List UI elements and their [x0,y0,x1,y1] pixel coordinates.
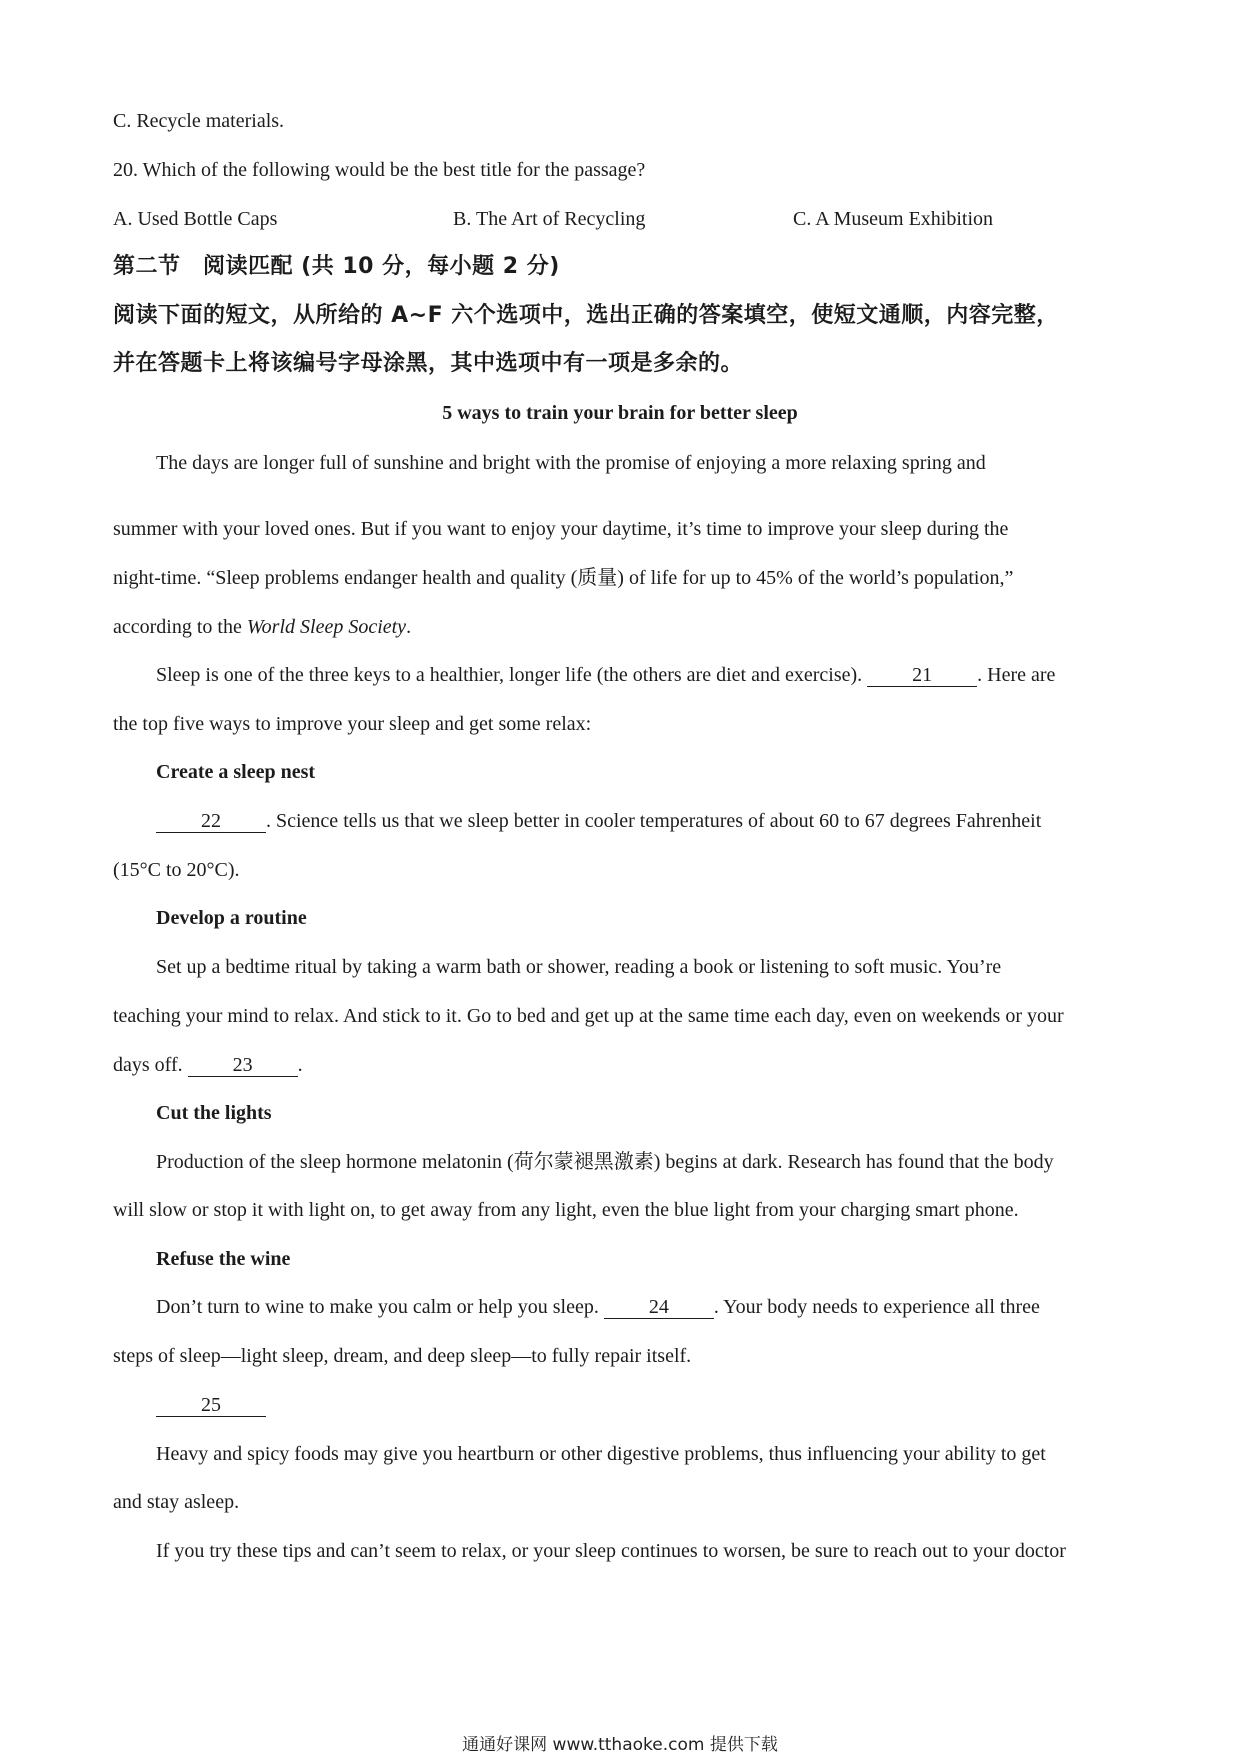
heading-create-sleep-nest: Create a sleep nest [156,761,316,783]
text: . Science tells us that we sleep better in cooler temperatures of about 60 to 67 degrees Fahrenheit [266,810,1042,832]
paragraph-4-line-2: teaching your mind to relax. And stick to it. Go to bed and get up at the same time each day, even on weekends or your [113,1005,1064,1027]
paragraph-4-line-3 [113,1052,303,1078]
heading-develop-routine: Develop a routine [156,907,307,929]
answer-blank-21[interactable]: 21 [867,664,977,687]
passage-title: 5 ways to train your brain for better sleep [442,402,798,424]
q20-option-a: A. Used Bottle Caps [113,208,278,230]
paragraph-1-line-4 [113,614,411,640]
paragraph-3-line-1 [156,808,1041,834]
answer-blank-25[interactable]: 25 [156,1394,266,1417]
paragraph-5-line-1: Production of the sleep hormone melatonin (荷尔蒙褪黑激素) begins at dark. Research has found that the body [156,1151,1054,1173]
paragraph-1-line-2: summer with your loved ones. But if you want to enjoy your daytime, it’s time to improve your sleep during the [113,518,1009,540]
paragraph-1-line-3: night-time. “Sleep problems endanger health and quality (质量) of life for up to 45% of the world’s population,” [113,567,1014,589]
organization-name: World Sleep Society [246,616,407,638]
text: days off. [113,1054,188,1076]
text: . Here are [977,664,1056,686]
paragraph-8-line-1: If you try these tips and can’t seem to relax, or your sleep continues to worsen, be sure to reach out to your doctor [156,1540,1066,1562]
heading-cut-lights: Cut the lights [156,1102,272,1124]
answer-blank-24[interactable]: 24 [604,1296,714,1319]
paragraph-6-line-2: steps of sleep—light sleep, dream, and deep sleep—to fully repair itself. [113,1345,692,1367]
paragraph-2-line-1 [156,662,1055,688]
section-instruction-line-1: 阅读下面的短文，从所给的 A~F 六个选项中，选出正确的答案填空，使短文通顺，内容完整， [113,303,1059,328]
section-instruction-line-2: 并在答题卡上将该编号字母涂黑，其中选项中有一项是多余的。 [113,351,744,376]
page-footer: 通通好课网 www.tthaoke.com 提供下载 [462,1735,778,1755]
paragraph-7-line-1: Heavy and spicy foods may give you heartburn or other digestive problems, thus influencing your ability to get [156,1443,1046,1465]
paragraph-6-line-1 [156,1294,1040,1320]
text: . [297,1054,303,1076]
answer-blank-22[interactable]: 22 [156,810,266,833]
question-20: 20. Which of the following would be the best title for the passage? [113,159,646,181]
paragraph-7-line-2: and stay asleep. [113,1491,240,1513]
text: according to the [113,616,247,638]
paragraph-1-line-1: The days are longer full of sunshine and bright with the promise of enjoying a more relaxing spring and [156,452,986,474]
paragraph-5-line-2: will slow or stop it with light on, to get away from any light, even the blue light from your charging smart phone. [113,1199,1019,1221]
section-heading: 第二节 阅读匹配 (共 10 分，每小题 2 分) [113,254,560,279]
text: Don’t turn to wine to make you calm or help you sleep. [156,1296,604,1318]
heading-blank-25 [156,1392,266,1418]
q20-option-c: C. A Museum Exhibition [793,208,994,230]
paragraph-3-line-2: (15°C to 20°C). [113,859,240,881]
text: . Your body needs to experience all three [713,1296,1040,1318]
heading-refuse-wine: Refuse the wine [156,1248,291,1270]
paragraph-2-line-2: the top five ways to improve your sleep and get some relax: [113,713,592,735]
option-c-recycle: C. Recycle materials. [113,110,285,132]
text: Sleep is one of the three keys to a healthier, longer life (the others are diet and exercise). [156,664,868,686]
text: . [406,616,412,638]
paragraph-4-line-1: Set up a bedtime ritual by taking a warm bath or shower, reading a book or listening to soft music. You’re [156,956,1002,978]
answer-blank-23[interactable]: 23 [188,1054,298,1077]
q20-option-b: B. The Art of Recycling [453,208,646,230]
